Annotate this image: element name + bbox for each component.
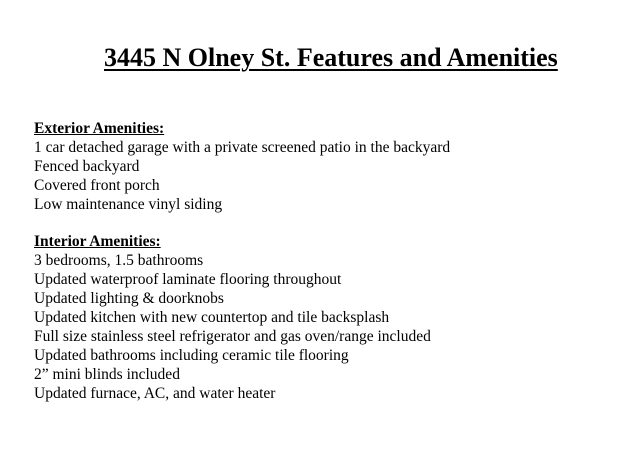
list-item: Fenced backyard — [34, 158, 140, 175]
page-title: 3445 N Olney St. Features and Amenities — [104, 43, 558, 72]
interior-amenities-heading: Interior Amenities: — [34, 233, 161, 250]
list-item: 3 bedrooms, 1.5 bathrooms — [34, 252, 204, 269]
list-item: Updated bathrooms including ceramic tile flooring — [34, 347, 349, 364]
exterior-amenities-heading: Exterior Amenities: — [34, 120, 165, 137]
list-item: Updated lighting & doorknobs — [34, 290, 224, 307]
interior-amenities-section — [34, 232, 431, 403]
list-item: 1 car detached garage with a private screened patio in the backyard — [34, 139, 451, 156]
exterior-amenities-section — [34, 119, 450, 214]
list-item: Updated waterproof laminate flooring throughout — [34, 271, 342, 288]
list-item: Low maintenance vinyl siding — [34, 196, 223, 213]
exterior-amenities-list — [34, 138, 450, 214]
list-item: Updated furnace, AC, and water heater — [34, 385, 276, 402]
interior-amenities-list — [34, 251, 431, 403]
list-item: Updated kitchen with new countertop and tile backsplash — [34, 309, 390, 326]
list-item: Full size stainless steel refrigerator and gas oven/range included — [34, 328, 431, 345]
list-item: 2” mini blinds included — [34, 366, 180, 383]
list-item: Covered front porch — [34, 177, 160, 194]
